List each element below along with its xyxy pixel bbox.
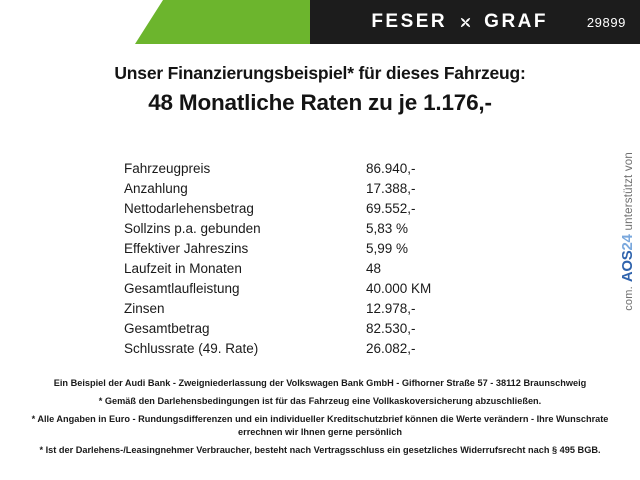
aos-logo-tld: .com <box>623 286 635 311</box>
supported-by-row <box>619 152 636 311</box>
table-row <box>124 198 516 218</box>
brand-logo <box>371 0 548 44</box>
table-row <box>124 218 516 238</box>
footnotes <box>0 377 640 458</box>
table-row <box>124 258 516 278</box>
clover-icon <box>456 13 475 32</box>
row-label: Fahrzeugpreis <box>124 160 211 176</box>
finance-table-wrapper <box>0 158 640 358</box>
table-row <box>124 338 516 358</box>
page-header <box>0 0 640 44</box>
aos-logo-suffix: 24 <box>619 234 636 251</box>
vehicle-id-badge: 29899 <box>586 14 626 30</box>
footnote-bank: Ein Beispiel der Audi Bank - Zweigniederlassung der Volkswagen Bank GmbH - Gifhorner Straße 57 - 38112 Braunschweig <box>53 378 587 389</box>
header-green-band <box>135 0 310 44</box>
row-label: Nettodarlehensbetrag <box>124 200 254 216</box>
page-subtitle: 48 Monatliche Raten zu je 1.176,- <box>148 90 492 115</box>
footnote-currency: * Alle Angaben in Euro - Rundungsdifferenzen und ein individueller Kreditschutzbrief können die Werte verändern - Ihre Wunschrate errechnen wir Ihnen gerne persönlich <box>31 413 609 438</box>
row-value: 86.940,- <box>366 160 416 176</box>
row-value: 5,99 % <box>366 240 409 256</box>
row-label: Laufzeit in Monaten <box>124 260 242 276</box>
row-label: Zinsen <box>124 300 165 316</box>
footnote-withdrawal: * Ist der Darlehens-/Leasingnehmer Verbraucher, besteht nach Vertragsschluss ein gesetzliches Widerrufsrecht nach § 495 BGB. <box>39 445 601 456</box>
row-label: Effektiver Jahreszins <box>124 240 249 256</box>
row-value: 17.388,- <box>366 180 416 196</box>
row-value: 40.000 KM <box>366 280 432 296</box>
table-row <box>124 158 516 178</box>
supported-by-label: unterstützt von <box>623 152 635 231</box>
finance-table-body <box>124 158 516 358</box>
table-row <box>124 238 516 258</box>
brand-name-first: FESER <box>371 11 448 32</box>
row-label: Gesamtlaufleistung <box>124 280 240 296</box>
row-value: 82.530,- <box>366 320 416 336</box>
table-row <box>124 178 516 198</box>
aos24-logo <box>619 234 636 282</box>
row-value: 48 <box>366 260 382 276</box>
table-row <box>124 298 516 318</box>
row-value: 5,83 % <box>366 220 409 236</box>
row-label: Gesamtbetrag <box>124 320 210 336</box>
table-row <box>124 318 516 338</box>
supported-by-inner <box>619 152 636 311</box>
row-value: 69.552,- <box>366 200 416 216</box>
page-title: Unser Finanzierungsbeispiel* für dieses Fahrzeug: <box>114 63 526 83</box>
footnote-insurance: * Gemäß den Darlehensbedingungen ist für das Fahrzeug eine Vollkaskoversicherung abzuschließen. <box>98 395 542 406</box>
table-row <box>124 278 516 298</box>
row-label: Sollzins p.a. gebunden <box>124 220 261 236</box>
row-value: 26.082,- <box>366 340 416 356</box>
row-value: 12.978,- <box>366 300 416 316</box>
aos-logo-main: AOS <box>619 250 636 283</box>
supported-by-credit <box>614 152 638 342</box>
page-title-block <box>0 63 640 116</box>
row-label: Schlussrate (49. Rate) <box>124 340 259 356</box>
row-label: Anzahlung <box>124 180 188 196</box>
brand-name-second: GRAF <box>484 11 548 32</box>
finance-table <box>124 158 516 358</box>
